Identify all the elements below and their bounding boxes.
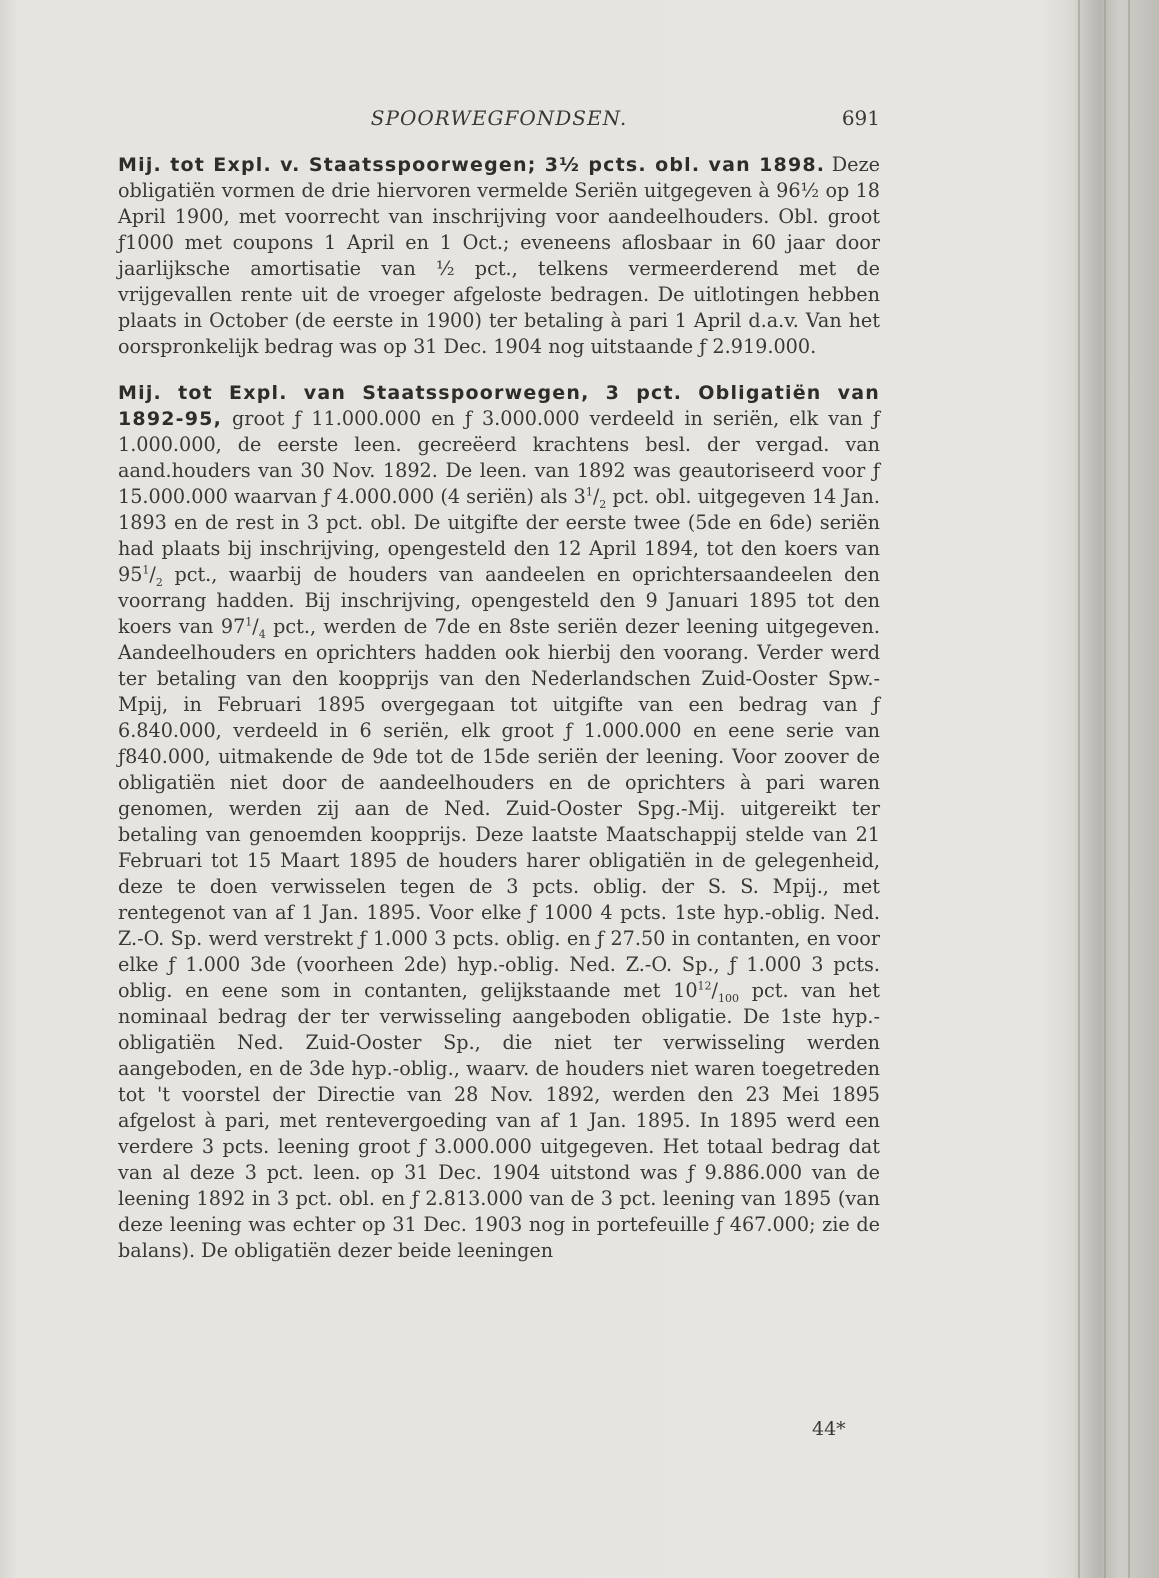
section-heading: Mij. tot Expl. van Staatsspoorwegen, 3 pct. Obligatiën van 1892-95, <box>118 382 880 430</box>
binding-edge-line <box>1128 0 1130 1578</box>
fraction-denominator: 4 <box>258 627 266 641</box>
paragraph-staatsspoorwegen-1892-95: Mij. tot Expl. van Staatsspoorwegen, 3 pct. Obligatiën van 1892-95, groot ƒ 11.000.000 en ƒ 3.000.000 verdeeld in seriën, elk van ƒ 1.000.000, de eerste leen. gecreëerd krachtens besl. der vergad. van aand.houders van 30 Nov. 1892. De leen. van 1892 was geautoriseerd voor ƒ 15.000.000 waarvan ƒ 4.000.000 (4 seriën) als $3^1/_2$ pct. obl. uitgegeven 14 Jan. 1893 en de rest in 3 pct. obl. De uitgifte der eerste twee (5de en 6de) seriën had plaats bij inschrijving, opengesteld den 12 April 1894, tot den koers van $95^1/_2$ pct., waarbij de houders van aandeelen en oprichtersaandeelen den voorrang hadden. Bij inschrijving, opengesteld den 9 Januari 1895 tot den koers van $97^1/_4$ pct., werden de 7de en 8ste seriën dezer leening uitgegeven. Aandeelhouders en oprichters hadden ook hierbij den voorang. Verder werd ter betaling van den koopprijs van den Nederlandschen Zuid-Ooster Spw.-Mpij, in Februari 1895 overgegaan tot uitgifte van een bedrag van ƒ 6.840.000, verdeeld in 6 seriën, elk groot ƒ 1.000.000 en eene serie van ƒ840.000, uitmakende de 9de tot de 15de seriën der leening. Voor zoover de obligatiën niet door de aandeelhouders en de oprichters à pari waren genomen, werden zij aan de Ned. Zuid-Ooster Spg.-Mij. uitgereikt ter betaling van genoemden koopprijs. Deze laatste Maatschappij stelde van 21 Februari tot 15 Maart 1895 de houders harer obligatiën in de gelegenheid, deze te doen verwisselen tegen de 3 pcts. oblig. der S. S. Mpij., met rentegenot van af 1 Jan. 1895. Voor elke ƒ 1000 4 pcts. 1ste hyp.-oblig. Ned. Z.-O. Sp. werd verstrekt ƒ 1.000 3 pcts. oblig. en ƒ 27.50 in contanten, en voor elke ƒ 1.000 3de (voorheen 2de) hyp.-oblig. Ned. Z.-O. Sp., ƒ 1.000 3 pcts. oblig. en eene som in contanten, gelijkstaande met $10^{12}/_{100}$ pct. van het nominaal bedrag der ter verwisseling aangeboden obligatie. De 1ste hyp.-obligatiën Ned. Zuid-Ooster Sp., die niet ter verwisseling werden aangeboden, en de 3de hyp.-oblig., waarv. de houders niet waren toegetreden tot 't voorstel der Directie van 28 Nov. 1892, werden den 23 Mei 1895 afgelost à pari, met rentevergoeding van af 1 Jan. 1895. In 1895 werd een verdere 3 pcts. leening groot ƒ 3.000.000 uitgegeven. Het totaal bedrag dat van al deze 3 pct. leen. op 31 Dec. 1904 uitstond was ƒ 9.886.000 van de leening 1892 in 3 pct. obl. en ƒ 2.813.000 van de 3 pct. leening van 1895 (van deze leening was echter op 31 Dec. 1903 nog in portefeuille ƒ 467.000; zie de balans). De obligatiën dezer beide leeningen <box>118 382 880 1262</box>
page-number: 691 <box>841 106 880 130</box>
binding-edge-line <box>1078 0 1080 1578</box>
fraction-numerator: 1 <box>245 615 253 629</box>
binding-edge-line <box>1104 0 1106 1578</box>
page-header <box>118 102 880 138</box>
paragraph-body-part: pct., waarbij de houders van aandeelen en oprichtersaandeelen den voorrang hadden. Bij inschrijving, opengesteld den 9 Januari 1895 tot den koers van 97 <box>118 563 880 638</box>
paragraph-body-part: pct. obl. uitgegeven 14 Jan. 1893 en de rest in 3 pct. obl. De uitgifte der eerste twee (5de en 6de) seriën had plaats bij inschrijving, opengesteld den 12 April 1894, tot den koers van 95 <box>118 485 880 586</box>
paragraph-body-part: pct. van het nominaal bedrag der ter verwisseling aangeboden obligatie. De 1ste hyp.-obligatiën Ned. Zuid-Ooster Sp., die niet ter verwisseling werden aangeboden, en de 3de hyp.-oblig., waarv. de houders niet waren toegetreden tot 't voorstel der Directie van 28 Nov. 1892, werden den 23 Mei 1895 afgelost à pari, met rentevergoeding van af 1 Jan. 1895. In 1895 werd een verdere 3 pcts. leening groot ƒ 3.000.000 uitgegeven. Het totaal bedrag dat van al deze 3 pct. leen. op 31 Dec. 1904 uitstond was ƒ 9.886.000 van de leening 1892 in 3 pct. obl. en ƒ 2.813.000 van de 3 pct. leening van 1895 (van deze leening was echter op 31 Dec. 1903 nog in portefeuille ƒ 467.000; zie de balans). De obligatiën dezer beide leeningen <box>118 979 880 1262</box>
running-title: SPOORWEGFONDSEN. <box>370 106 628 130</box>
signature-mark: 44* <box>812 1418 846 1440</box>
paragraph-body-part: pct., werden de 7de en 8ste seriën dezer leening uitgegeven. Aandeelhouders en oprichters hadden ook hierbij den voorang. Verder werd ter betaling van den koopprijs van den Nederlandschen Zuid-Ooster Spw.-Mpij, in Februari 1895 overgegaan tot uitgifte van een bedrag van ƒ 6.840.000, verdeeld in 6 seriën, elk groot ƒ 1.000.000 en eene serie van ƒ840.000, uitmakende de 9de tot de 15de seriën der leening. Voor zoover de obligatiën niet door de aandeelhouders en de oprichters à pari waren genomen, werden zij aan de Ned. Zuid-Ooster Spg.-Mij. uitgereikt ter betaling van genoemden koopprijs. Deze laatste Maatschappij stelde van 21 Februari tot 15 Maart 1895 de houders harer obligatiën in de gelegenheid, deze te doen verwisselen tegen de 3 pcts. oblig. der S. S. Mpij., met rentegenot van af 1 Jan. 1895. Voor elke ƒ 1000 4 pcts. 1ste hyp.-oblig. Ned. Z.-O. Sp. werd verstrekt ƒ 1.000 3 pcts. oblig. en ƒ 27.50 in contanten, en voor elke ƒ 1.000 3de (voorheen 2de) hyp.-oblig. Ned. Z.-O. Sp., ƒ 1.000 3 pcts. oblig. en eene som in contanten, gelijkstaande met 10 <box>118 615 880 1002</box>
paragraph-body: Deze obligatiën vormen de drie hiervoren vermelde Seriën uitgegeven à 96½ op 18 April 1900, met voorrecht van inschrijving voor aandeelhouders. Obl. groot ƒ1000 met coupons 1 April en 1 Oct.; eveneens aflosbaar in 60 jaar door jaarlijksche amortisatie van ½ pct., telkens vermeerderend met de vrijgevallen rente uit de vroeger afgeloste bedragen. De uitlotingen hebben plaats in October (de eerste in 1900) ter betaling à pari 1 April d.a.v. Van het oorspronkelijk bedrag was op 31 Dec. 1904 nog uitstaande ƒ 2.919.000. <box>118 153 880 358</box>
fraction-numerator: 1 <box>142 563 150 577</box>
fraction-denominator: 100 <box>718 991 740 1005</box>
fraction-denominator: 2 <box>599 497 607 511</box>
paragraph-staatsspoorwegen-1898 <box>118 152 880 360</box>
fraction-numerator: 1 <box>585 485 593 499</box>
fraction-numerator: 12 <box>697 979 712 993</box>
main-text <box>118 152 880 1288</box>
paragraph-body-part: groot ƒ 11.000.000 en ƒ 3.000.000 verdeeld in seriën, elk van ƒ 1.000.000, de eerste leen. gecreëerd krachtens besl. der vergad. van aand.houders van 30 Nov. 1892. De leen. van 1892 was geautoriseerd voor ƒ 15.000.000 waarvan ƒ 4.000.000 (4 seriën) als 3 <box>118 407 880 508</box>
section-heading: Mij. tot Expl. v. Staatsspoorwegen; 3½ pcts. obl. van 1898. <box>118 154 826 176</box>
fraction-denominator: 2 <box>155 575 163 589</box>
